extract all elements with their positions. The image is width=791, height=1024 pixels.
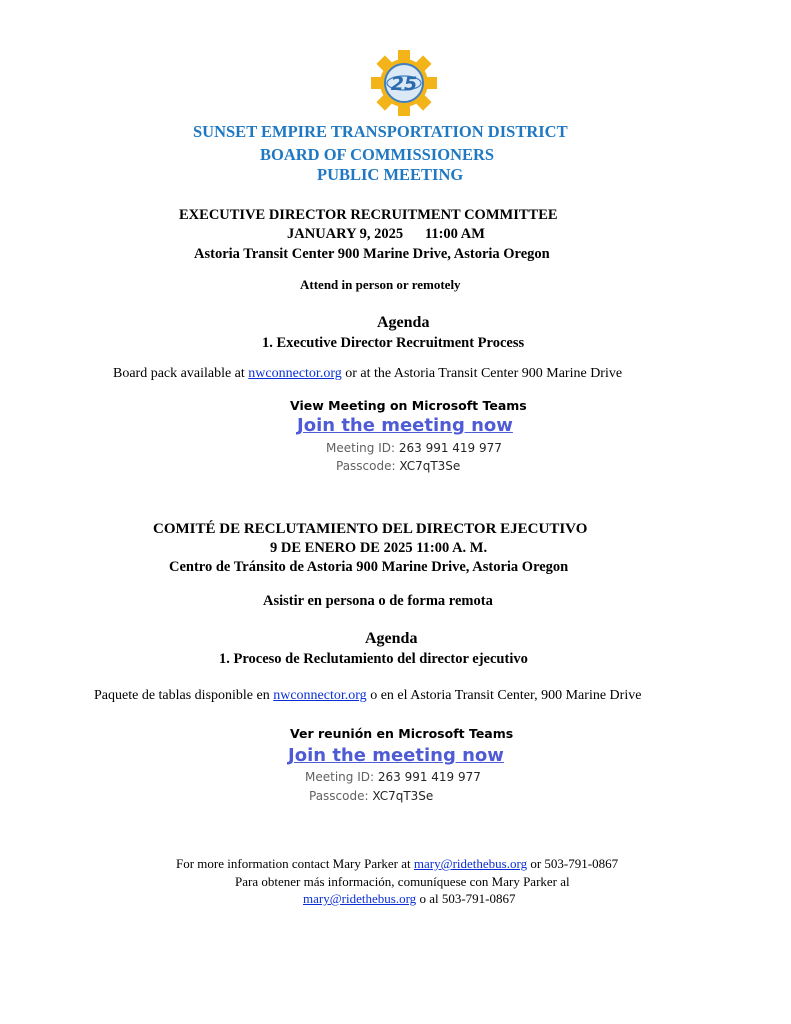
board-pack-es — [94, 688, 641, 704]
nwconnector-link-en[interactable]: nwconnector.org — [248, 366, 342, 381]
footer-line-3-post: o al 503-791-0867 — [416, 891, 516, 906]
join-meeting-link-es[interactable]: Join the meeting now — [288, 745, 504, 766]
footer-line-2: Para obtener más información, comuníquese con Mary Parker al — [235, 874, 570, 889]
footer-line-1-pre: For more information contact Mary Parker at — [176, 856, 414, 871]
passcode-es — [309, 789, 433, 803]
committee-title-en: EXECUTIVE DIRECTOR RECRUITMENT COMMITTEE — [179, 207, 558, 223]
agenda-item-en: 1. Executive Director Recruitment Process — [262, 335, 525, 351]
header-line-3: PUBLIC MEETING — [317, 165, 464, 184]
meeting-id-en — [326, 441, 502, 455]
meeting-location-es: Centro de Tránsito de Astoria 900 Marine Drive, Astoria Oregon — [169, 559, 569, 575]
meeting-id-value-es: 263 991 419 977 — [377, 770, 481, 784]
meeting-datetime-es: 9 DE ENERO DE 2025 11:00 A. M. — [270, 540, 488, 556]
passcode-value-es: XC7qT3Se — [372, 789, 434, 803]
footer-line-3 — [303, 891, 515, 907]
meeting-id-label-en: Meeting ID: — [326, 441, 399, 455]
passcode-value-en: XC7qT3Se — [399, 459, 461, 473]
logo — [371, 50, 437, 116]
attend-note-es: Asistir en persona o de forma remota — [263, 593, 493, 609]
meeting-id-label-es: Meeting ID: — [305, 770, 378, 784]
teams-header-en: View Meeting on Microsoft Teams — [290, 398, 527, 413]
board-pack-post-es: o en el Astoria Transit Center, 900 Marine Drive — [366, 688, 642, 703]
svg-text:25: 25 — [390, 73, 418, 95]
board-pack-pre-es: Paquete de tablas disponible en — [94, 688, 274, 703]
attend-note-en: Attend in person or remotely — [300, 277, 461, 292]
board-pack-post-en: or at the Astoria Transit Center 900 Marine Drive — [341, 366, 623, 381]
email-link-2[interactable]: mary@ridethebus.org — [303, 891, 417, 906]
agenda-title-en: Agenda — [377, 314, 430, 331]
footer-line-1 — [176, 856, 618, 872]
teams-header-es: Ver reunión en Microsoft Teams — [290, 726, 514, 741]
passcode-label-es: Passcode: — [309, 789, 373, 803]
nwconnector-link-es[interactable]: nwconnector.org — [273, 688, 367, 703]
meeting-datetime-en: JANUARY 9, 2025 11:00 AM — [287, 226, 485, 242]
footer-line-1-post: or 503-791-0867 — [527, 856, 619, 871]
join-meeting-link-en[interactable]: Join the meeting now — [297, 415, 513, 436]
meeting-location-en: Astoria Transit Center 900 Marine Drive, Astoria Oregon — [194, 246, 550, 262]
board-pack-pre-en: Board pack available at — [113, 366, 249, 381]
agenda-title-es: Agenda — [365, 630, 418, 647]
email-link-1[interactable]: mary@ridethebus.org — [413, 856, 528, 871]
header-line-2: BOARD OF COMMISSIONERS — [260, 145, 495, 164]
passcode-en — [336, 459, 460, 473]
passcode-label-en: Passcode: — [336, 459, 400, 473]
agenda-item-es: 1. Proceso de Reclutamiento del director ejecutivo — [219, 651, 528, 667]
board-pack-en — [113, 366, 622, 382]
header-line-1: SUNSET EMPIRE TRANSPORTATION DISTRICT — [193, 122, 568, 141]
gear-badge-icon — [371, 50, 437, 116]
committee-title-es: COMITÉ DE RECLUTAMIENTO DEL DIRECTOR EJECUTIVO — [153, 521, 588, 537]
meeting-id-value-en: 263 991 419 977 — [398, 441, 502, 455]
meeting-id-es — [305, 770, 481, 784]
